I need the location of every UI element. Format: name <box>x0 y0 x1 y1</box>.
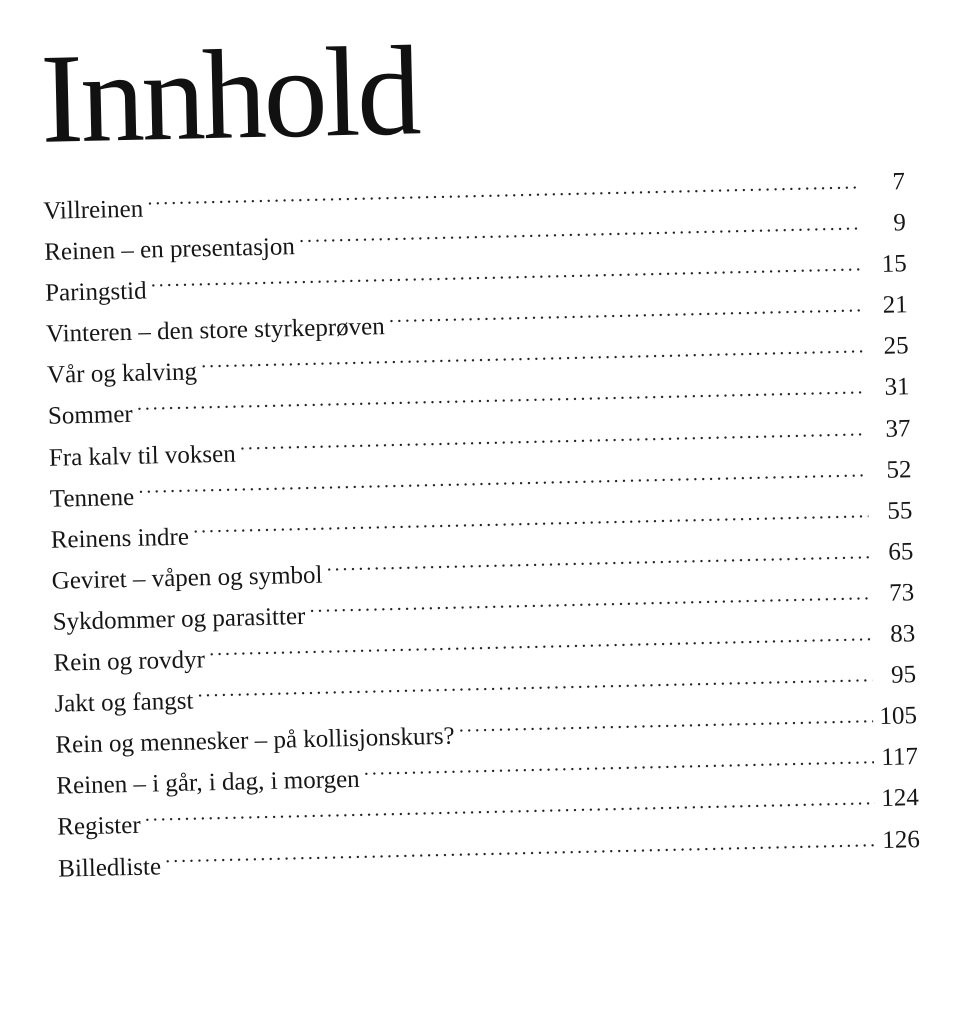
toc-entry-label: Vår og kalving <box>46 358 198 390</box>
toc-entry-page: 124 <box>881 784 920 813</box>
toc-entry-label: Billedliste <box>57 852 162 883</box>
toc-entry-label: Sykdommer og parasitter <box>52 602 306 636</box>
toc-entry-page: 21 <box>882 291 908 320</box>
toc-entry-label: Paringstid <box>44 277 147 307</box>
toc-entry-page: 55 <box>887 496 913 525</box>
toc-entry-label: Reinens indre <box>50 523 190 554</box>
toc-entry-label: Reinen – en presentasjon <box>43 233 296 266</box>
toc-entry-page: 31 <box>884 373 910 402</box>
toc-entry-label: Reinen – i går, i dag, i morgen <box>56 766 360 800</box>
table-of-contents <box>43 158 921 883</box>
toc-entry-page: 15 <box>881 250 908 279</box>
toc-entry-label: Fra kalv til voksen <box>48 440 236 472</box>
toc-entry-label: Rein og mennesker – på kollisjonskurs? <box>55 722 455 759</box>
toc-entry-label: Jakt og fangst <box>54 687 194 718</box>
toc-entry-page: 25 <box>883 332 909 361</box>
toc-entry-label: Rein og rovdyr <box>53 646 206 677</box>
page-title: Innhold <box>39 19 420 170</box>
toc-entry-label: Villreinen <box>43 195 144 225</box>
toc-entry-page: 37 <box>885 414 911 443</box>
toc-entry-page: 52 <box>886 455 912 484</box>
toc-entry-page: 105 <box>879 702 918 731</box>
toc-entry-label: Geviret – våpen og symbol <box>51 561 323 595</box>
toc-entry-label: Register <box>57 812 141 842</box>
toc-entry-page: 7 <box>892 168 906 196</box>
toc-entry-page: 9 <box>893 209 907 237</box>
toc-entry-label: Tennene <box>49 483 135 513</box>
toc-entry-page: 117 <box>881 743 919 772</box>
toc-entry-page: 73 <box>888 579 915 607</box>
toc-entry-label: Sommer <box>47 401 134 431</box>
toc-entry-page: 95 <box>890 661 917 689</box>
toc-entry-label: Vinteren – den store styrkeprøven <box>45 313 386 349</box>
toc-entry-page: 126 <box>882 825 921 854</box>
toc-entry-page: 83 <box>889 620 916 648</box>
toc-entry-page: 65 <box>887 538 914 566</box>
